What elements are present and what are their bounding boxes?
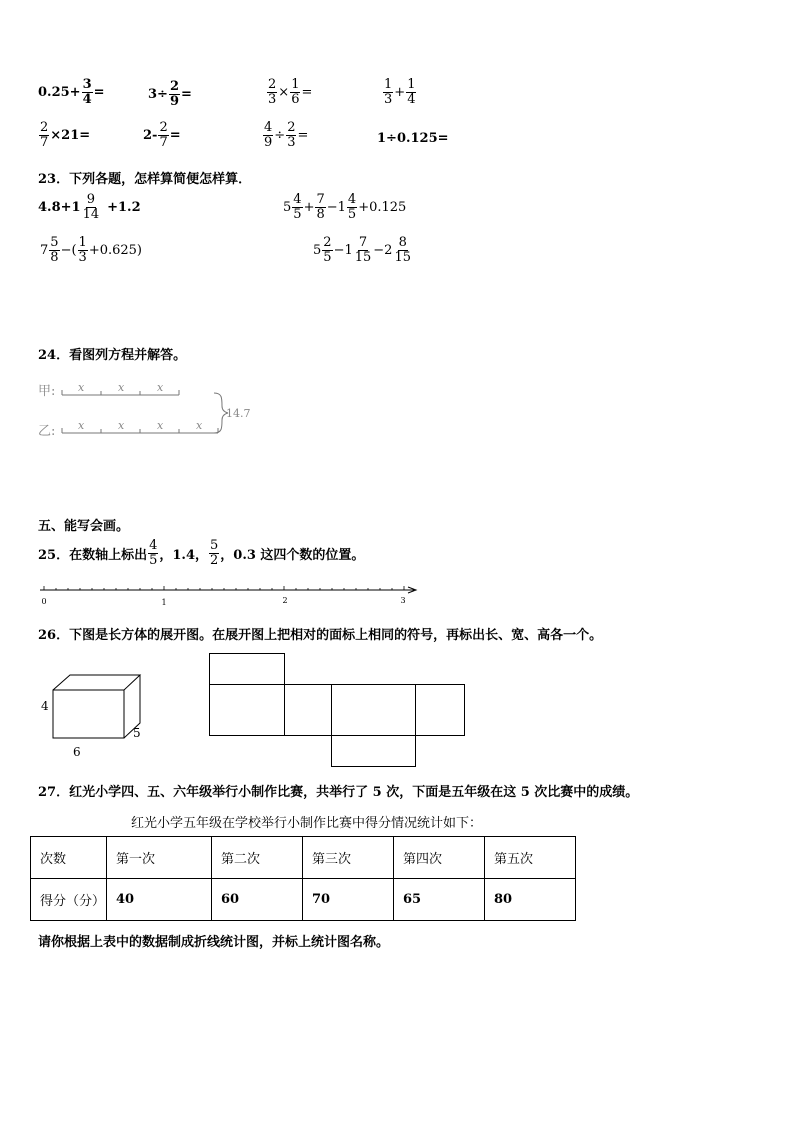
x-label: x <box>118 381 125 394</box>
label-jia: 甲: <box>38 384 56 399</box>
net-face-center <box>332 685 416 736</box>
tick-label-0: 0 <box>41 597 47 606</box>
net-face-left <box>210 685 285 736</box>
label-yi: 乙: <box>38 424 56 438</box>
cuboid-figure <box>36 668 156 760</box>
net-face-right <box>416 685 465 736</box>
x-label: x <box>78 381 85 394</box>
q23-expr-1: 4.8+1 $\frac{9}{14}$ +1.2 <box>38 192 141 222</box>
q23-expr-4: 5 $\frac{2}{5}$ −1 $\frac{7}{15}$ −2 $\frac{8}{15}$ <box>313 235 411 265</box>
total-label: 14.7 <box>226 407 251 420</box>
section-heading: 五、能写会画。 <box>38 519 130 534</box>
table-row <box>31 879 576 921</box>
width-label: 5 <box>133 726 141 740</box>
q24-title: 24．看图列方程并解答。 <box>38 348 187 363</box>
x-label: x <box>196 419 203 432</box>
arith-item-8: 1÷0.125= <box>377 131 449 146</box>
q23-title: 23．下列各题，怎样算简便怎样算． <box>38 172 252 187</box>
height-label: 4 <box>41 699 49 713</box>
arith-item-4: $\frac{1}{3}$ + $\frac{1}{4}$ <box>384 77 416 107</box>
x-label: x <box>118 419 125 432</box>
q23-expr-3: 7 $\frac{5}{8}$ −( $\frac{1}{3}$ +0.625) <box>40 235 142 265</box>
cuboid-front <box>53 690 124 738</box>
net-face-bottom <box>332 736 416 767</box>
score-cell: 65 <box>394 879 485 921</box>
table-header-cell: 第二次 <box>212 837 303 879</box>
table-row <box>31 837 576 879</box>
table-header-cell: 第一次 <box>107 837 212 879</box>
tick-label-1: 1 <box>161 598 167 607</box>
x-label: x <box>78 419 85 432</box>
net-face-mid <box>285 685 332 736</box>
length-label: 6 <box>73 745 81 759</box>
table-row-label: 得分（分） <box>31 879 107 921</box>
score-cell: 70 <box>303 879 394 921</box>
q23-expr-2: 5 $\frac{4}{5}$ + $\frac{7}{8}$ −1 $\frac{4}{5}$ +0.125 <box>283 192 407 222</box>
segment-diagram <box>36 376 266 438</box>
score-cell: 60 <box>212 879 303 921</box>
number-line <box>36 584 426 610</box>
arith-item-3: $\frac{2}{3}$ × $\frac{1}{6}$ = <box>268 77 313 107</box>
tick-label-3: 3 <box>400 596 406 605</box>
cuboid-net <box>206 650 470 770</box>
tick-label-2: 2 <box>282 596 288 605</box>
q26-title: 26．下图是长方体的展开图。在展开图上把相对的面标上相同的符号，再标出长、宽、高各一个。 <box>38 628 603 643</box>
q25-title: 25．在数轴上标出 $\frac{4}{5}$ ，1.4， $\frac{5}{2}$ ，0.3 这四个数的位置。 <box>38 538 365 568</box>
table-header-cell: 第五次 <box>485 837 576 879</box>
score-cell: 80 <box>485 879 576 921</box>
table-header-cell: 次数 <box>31 837 107 879</box>
segment-b-ticks <box>62 428 218 433</box>
q27-instruction: 请你根据上表中的数据制成折线统计图，并标上统计图名称。 <box>38 935 390 950</box>
arith-item-2: 3÷ $\frac{2}{9}$ = <box>148 79 192 109</box>
arith-item-6: 2- $\frac{2}{7}$ = <box>143 120 181 150</box>
x-label: x <box>157 381 164 394</box>
q27-title: 27．红光小学四、五、六年级举行小制作比赛，共举行了 5 次，下面是五年级在这 5 次比赛中的成绩。 <box>38 785 639 800</box>
table-header-cell: 第三次 <box>303 837 394 879</box>
table-title: 红光小学五年级在学校举行小制作比赛中得分情况统计如下： <box>131 816 483 831</box>
net-face-top <box>210 654 285 685</box>
arith-item-7: $\frac{4}{9}$ ÷ $\frac{2}{3}$ = <box>264 120 309 150</box>
table-header-cell: 第四次 <box>394 837 485 879</box>
arith-item-5: $\frac{2}{7}$ ×21= <box>40 120 91 150</box>
cuboid-top <box>53 675 140 690</box>
arith-item-1: 0.25+ $\frac{3}{4}$ = <box>38 77 105 107</box>
score-cell: 40 <box>107 879 212 921</box>
x-label: x <box>157 419 164 432</box>
score-table <box>30 836 576 921</box>
